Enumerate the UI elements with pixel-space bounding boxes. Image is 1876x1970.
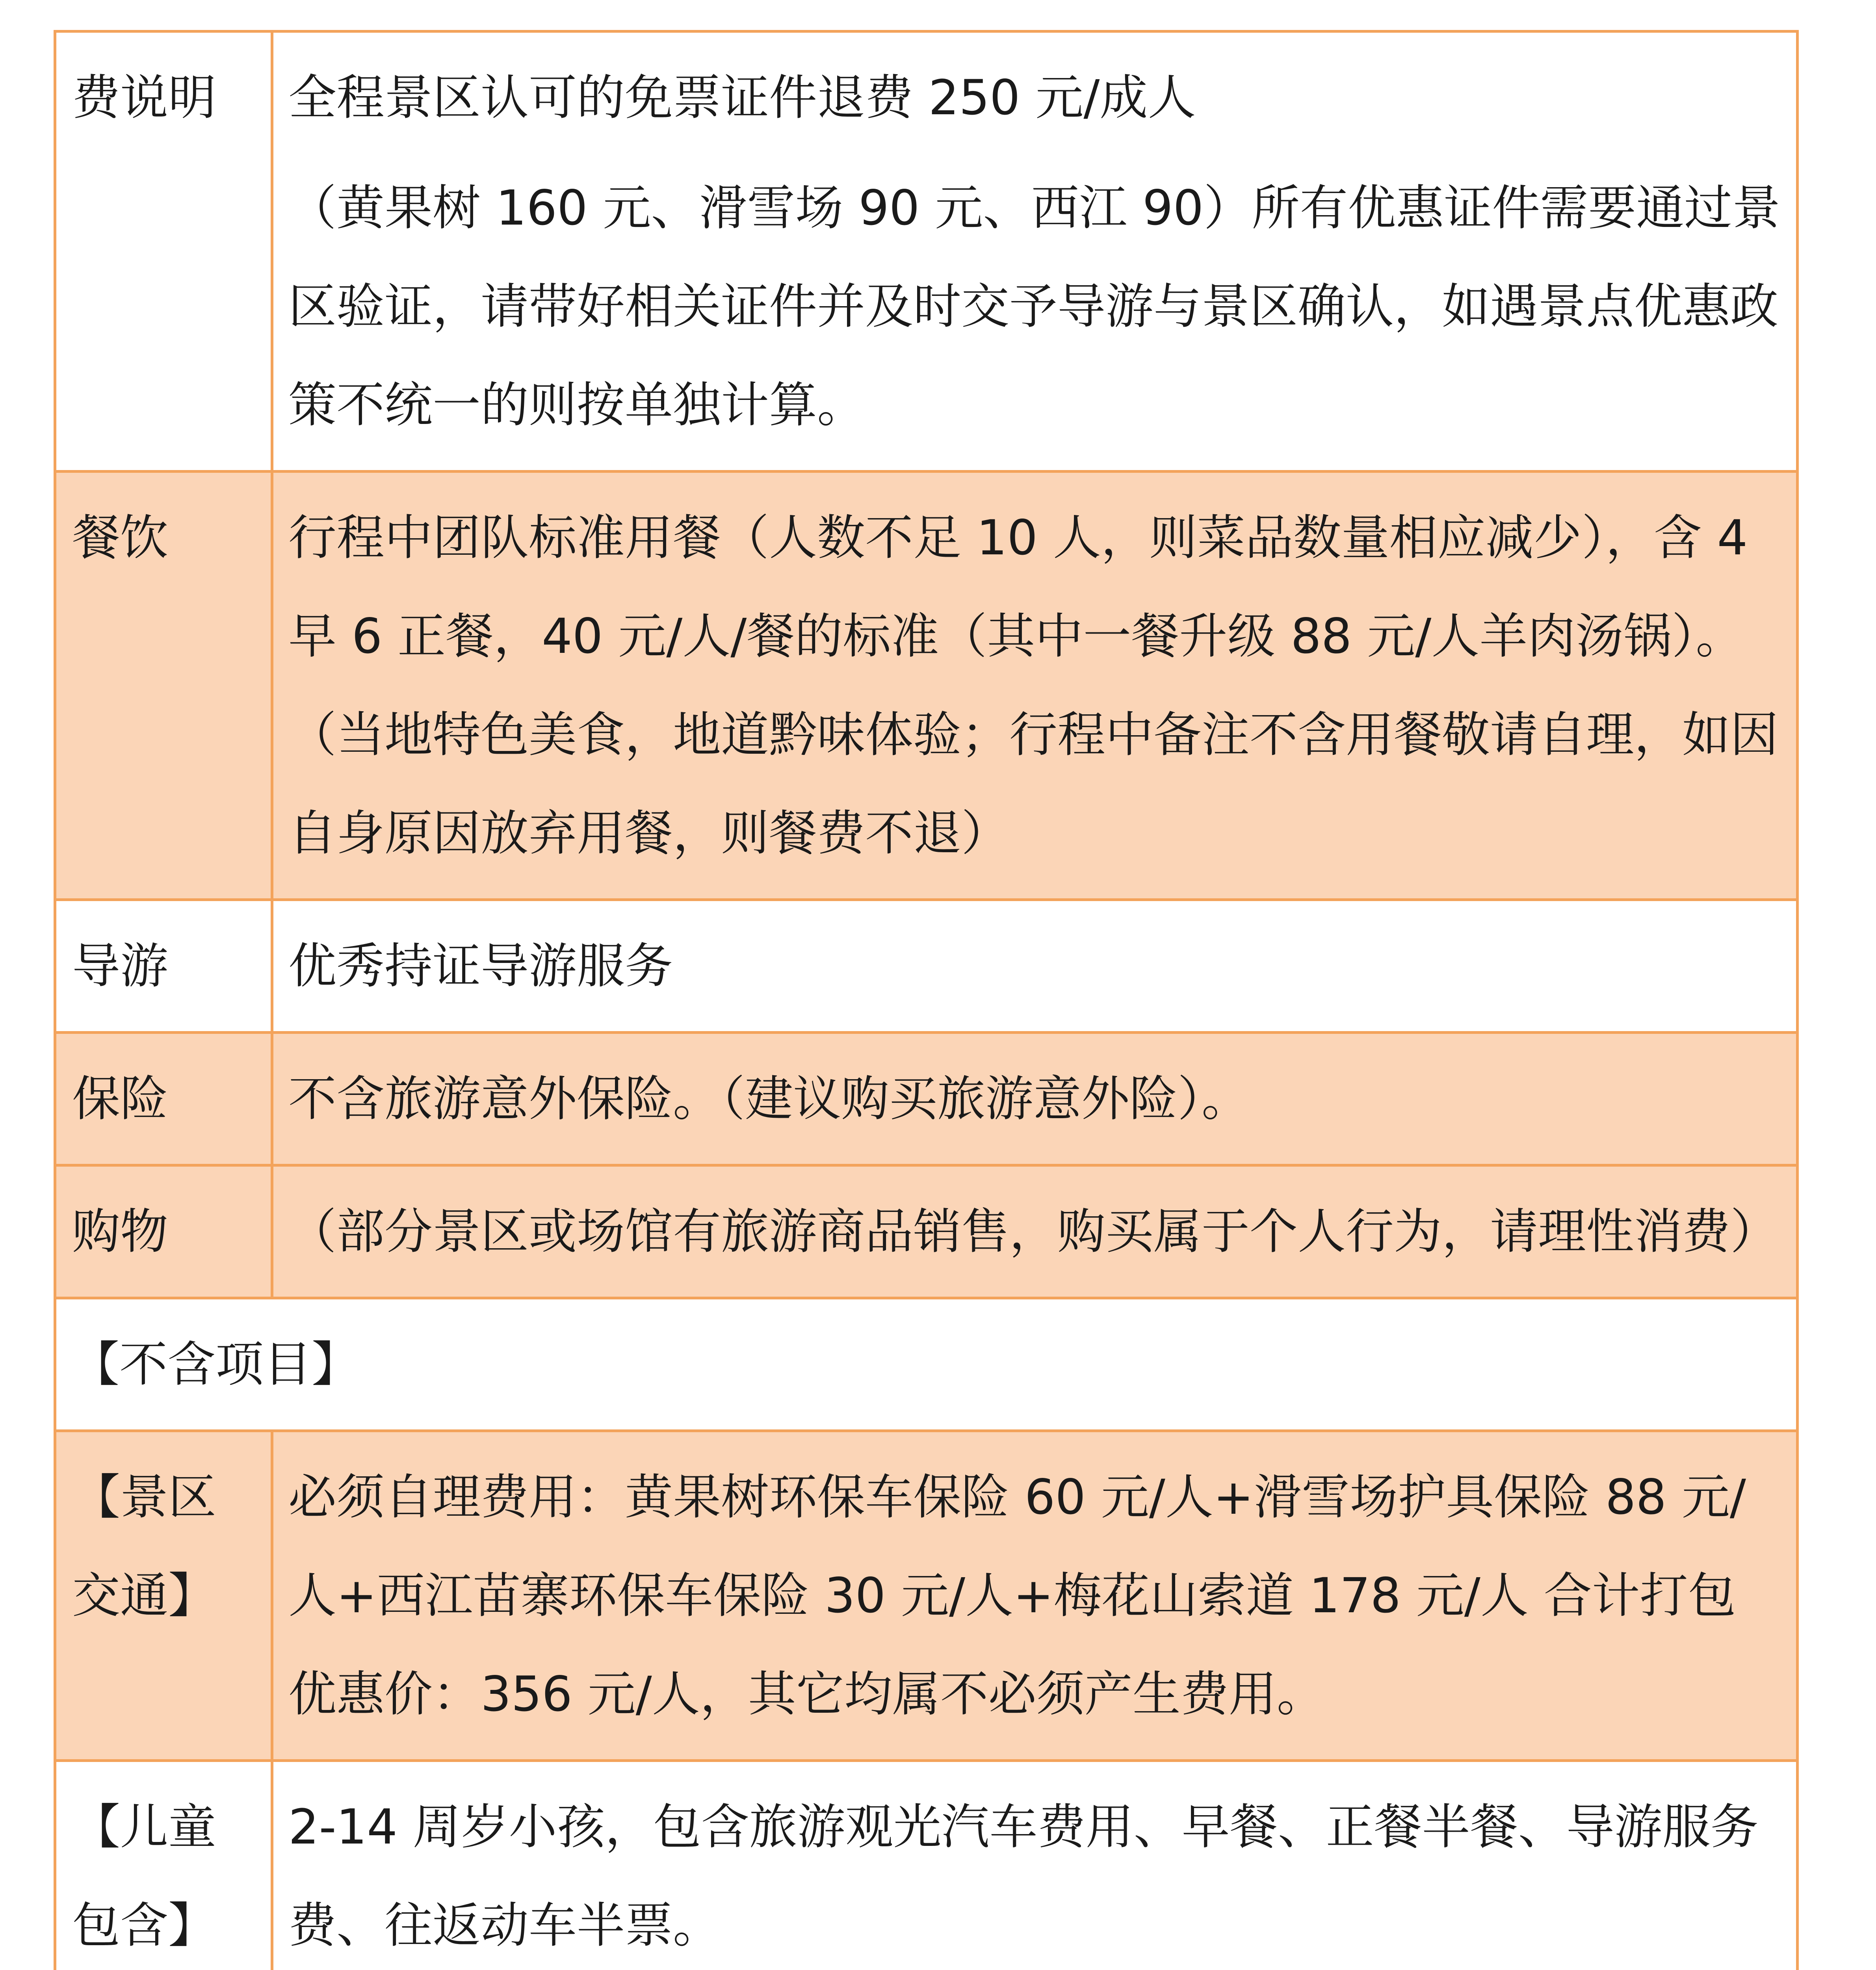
table-row (55, 1761, 1798, 1970)
table-row (55, 472, 1798, 900)
paragraph: 不含旅游意外保险。（建议购买旅游意外险）。 (288, 1071, 1250, 1127)
table-row (55, 900, 1798, 1033)
table-row (55, 1165, 1798, 1298)
paragraph: （部分景区或场馆有旅游商品销售，购买属于个人行为，请理性消费） (288, 1204, 1778, 1260)
row-content (272, 1431, 1798, 1761)
row-content (272, 900, 1798, 1033)
paragraph: 全程景区认可的免票证件退费 250 元/成人 (288, 70, 1196, 126)
section-heading: 【不含项目】 (55, 1298, 1798, 1431)
row-label: 餐饮 (55, 472, 272, 900)
paragraph: 必须自理费用：黄果树环保车保险 60 元/人+滑雪场护具保险 88 元/人+西江苗寨环保车保险 30 元/人+梅花山索道 178 元/人 合计打包优惠价：356 元/人，其它均属不必须产生费用。 (288, 1469, 1746, 1722)
row-content (272, 472, 1798, 900)
row-label: 【儿童包含】 (55, 1761, 272, 1970)
row-label: 导游 (55, 900, 272, 1033)
paragraph: 2-14 周岁小孩，包含旅游观光汽车费用、早餐、正餐半餐、导游服务费、往返动车半票。 (288, 1799, 1759, 1953)
paragraph: 行程中团队标准用餐（人数不足 10 人，则菜品数量相应减少），含 4 早 6 正餐，40 元/人/餐的标准（其中一餐升级 88 元/人羊肉汤锅）。（当地特色美食，地道黔味体验；行程中备注不含用餐敬请自理，如因自身原因放弃用餐，则餐费不退） (288, 510, 1778, 861)
paragraph: （黄果树 160 元、滑雪场 90 元、西江 90）所有优惠证件需要通过景区验证，请带好相关证件并及时交予导游与景区确认，如遇景点优惠政策不统一的则按单独计算。 (288, 180, 1781, 433)
document-page (54, 30, 1799, 1970)
paragraph: 优秀持证导游服务 (288, 938, 673, 994)
row-label: 保险 (55, 1033, 272, 1165)
table-body (55, 32, 1798, 1970)
row-content (272, 1165, 1798, 1298)
table-row (55, 1033, 1798, 1165)
table-row (55, 1431, 1798, 1761)
row-content (272, 1033, 1798, 1165)
row-label: 【景区交通】 (55, 1431, 272, 1761)
row-label: 购物 (55, 1165, 272, 1298)
row-content (272, 32, 1798, 472)
table-row (55, 1298, 1798, 1431)
itinerary-table (54, 30, 1799, 1970)
row-label: 费说明 (55, 32, 272, 472)
row-content (272, 1761, 1798, 1970)
table-row (55, 32, 1798, 472)
